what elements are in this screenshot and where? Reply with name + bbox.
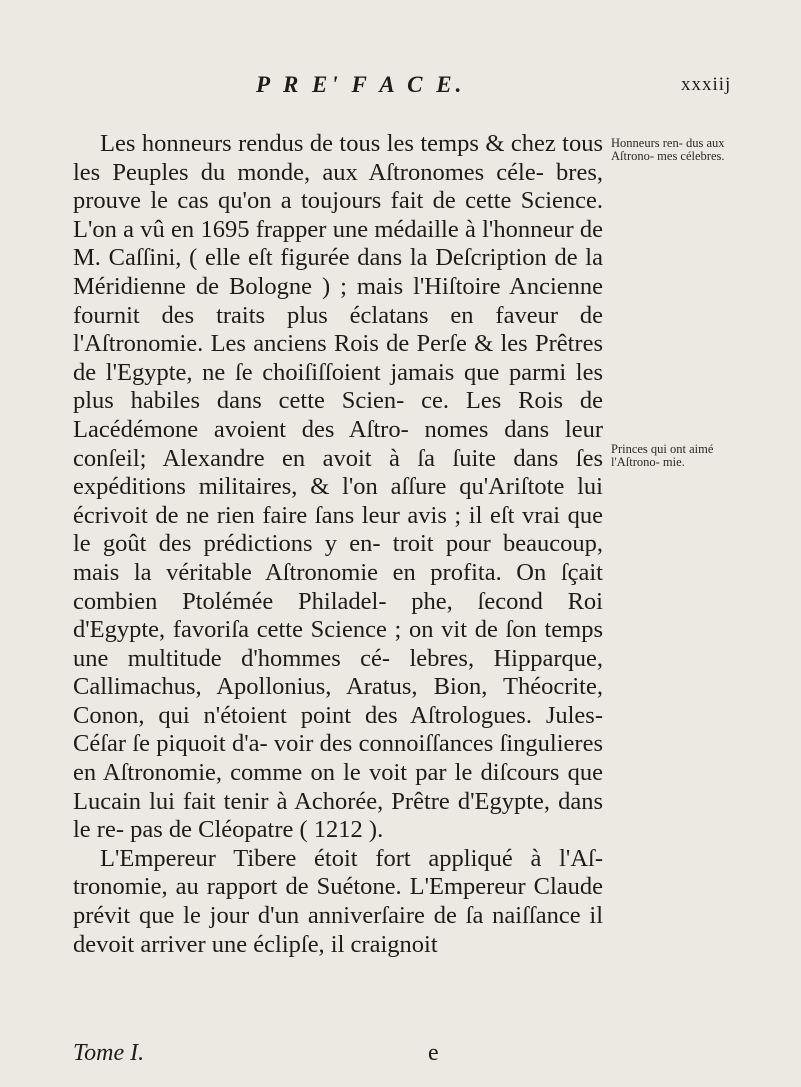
- main-text: [73, 130, 603, 959]
- margin-note-princes: Princes qui ont aimé l'Aſtrono- mie.: [611, 442, 714, 469]
- margin-note-honneurs: Honneurs ren- dus aux Aſtrono- mes célebres.: [611, 136, 725, 163]
- paragraph-astronomers-honours: Les honneurs rendus de tous les temps & chez tous les Peuples du monde, aux Aſtronomes céle- bres, prouve le cas qu'on a toujours fait de cette Science. L'on a vû en 1695 frapper une médaille à l'honneur de M. Caſſini, ( elle eſt figurée dans la Deſcription de la Méridienne de Bologne ) ; mais l'Hiſtoire Ancienne fournit des traits plus éclatans en faveur de l'Aſtronomie. Les anciens Rois de Perſe & les Prêtres de l'Egypte, ne ſe choiſiſſoient jamais que parmi les plus habiles dans cette Scien- ce. Les Rois de Lacédémone avoient des Aſtro- nomes dans leur conſeil; Alexandre en avoit à ſa ſuite dans ſes expéditions militaires, & l'on aſſure qu'Ariſtote lui écrivoit de ne rien faire ſans leur avis ; il eſt vrai que le goût des prédictions y en- troit pour beaucoup, mais la véritable Aſtronomie en profita. On ſçait combien Ptolémée Philadel- phe, ſecond Roi d'Egypte, favoriſa cette Science ; on vit de ſon temps une multitude d'hommes cé- lebres, Hipparque, Callimachus, Apollonius, Aratus, Bion, Théocrite, Conon, qui n'étoient point des Aſtrologues. Jules-Céſar ſe piquoit d'a- voir des connoiſſances ſingulieres en Aſtronomie, comme on le voit par le diſcours que Lucain lui fait tenir à Achorée, Prêtre d'Egypte, dans le re- pas de Cléopatre ( 1212 ).: [73, 130, 603, 844]
- running-title: P R E' F A C E.: [256, 72, 466, 97]
- page-footer: [73, 1040, 603, 1070]
- page-number: xxxiij: [681, 74, 732, 95]
- paragraph-emperors: L'Empereur Tibere étoit fort appliqué à l'Aſ- tronomie, au rapport de Suétone. L'Empereur Claude prévit que le jour d'un anniverſaire de ſa naiſſance il devoit arriver une éclipſe, il craignoit: [73, 844, 603, 958]
- signature-mark: e: [428, 1040, 439, 1066]
- running-header: [0, 66, 801, 106]
- volume-label: Tome I.: [73, 1040, 145, 1066]
